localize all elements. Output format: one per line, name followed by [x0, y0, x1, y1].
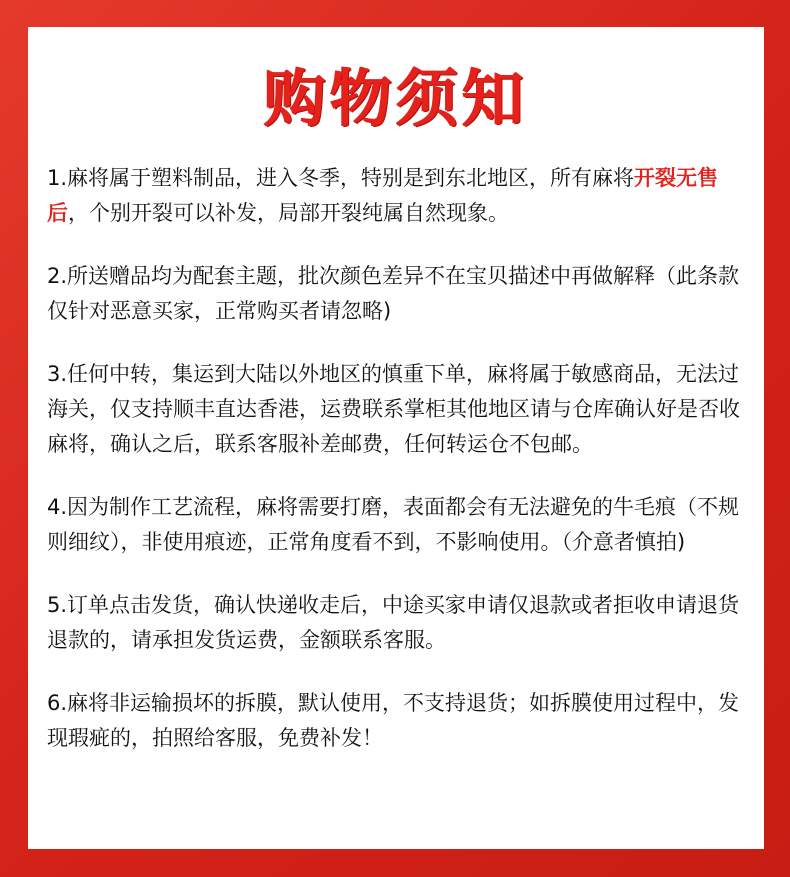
notice-list	[47, 161, 747, 784]
notice-item-2: 2.所送赠品均为配套主题，批次颜色差异不在宝贝描述中再做解释（此条款仅针对恶意买家，正常购买者请忽略)	[47, 264, 740, 323]
page-title: 购物须知	[263, 62, 528, 135]
notice-card	[28, 27, 764, 849]
notice-item-1	[47, 161, 747, 231]
notice-item-5: 5.订单点击发货，确认快递收走后，中途买家申请仅退款或者拒收申请退货退款的，请承担发货运费，金额联系客服。	[47, 593, 740, 652]
notice-item-3: 3.任何中转，集运到大陆以外地区的慎重下单，麻将属于敏感商品，无法过海关，仅支持顺丰直达香港，运费联系掌柜其他地区请与仓库确认好是否收麻将，确认之后，联系客服补差邮费，任何转运仓不包邮。	[47, 362, 740, 456]
notice-1-text-after: ，个别开裂可以补发，局部开裂纯属自然现象。	[68, 201, 509, 225]
notice-1-highlight: 开裂无售后	[47, 166, 719, 225]
notice-item-6: 6.麻将非运输损坏的拆膜，默认使用，不支持退货；如拆膜使用过程中，发现瑕疵的，拍照给客服，免费补发！	[47, 691, 740, 750]
notice-1-text-before: 1.麻将属于塑料制品，进入冬季，特别是到东北地区，所有麻将	[47, 166, 635, 190]
notice-item-4: 4.因为制作工艺流程，麻将需要打磨，表面都会有无法避免的牛毛痕（不规则细纹），非使用痕迹，正常角度看不到，不影响使用。（介意者慎拍)	[47, 495, 740, 554]
